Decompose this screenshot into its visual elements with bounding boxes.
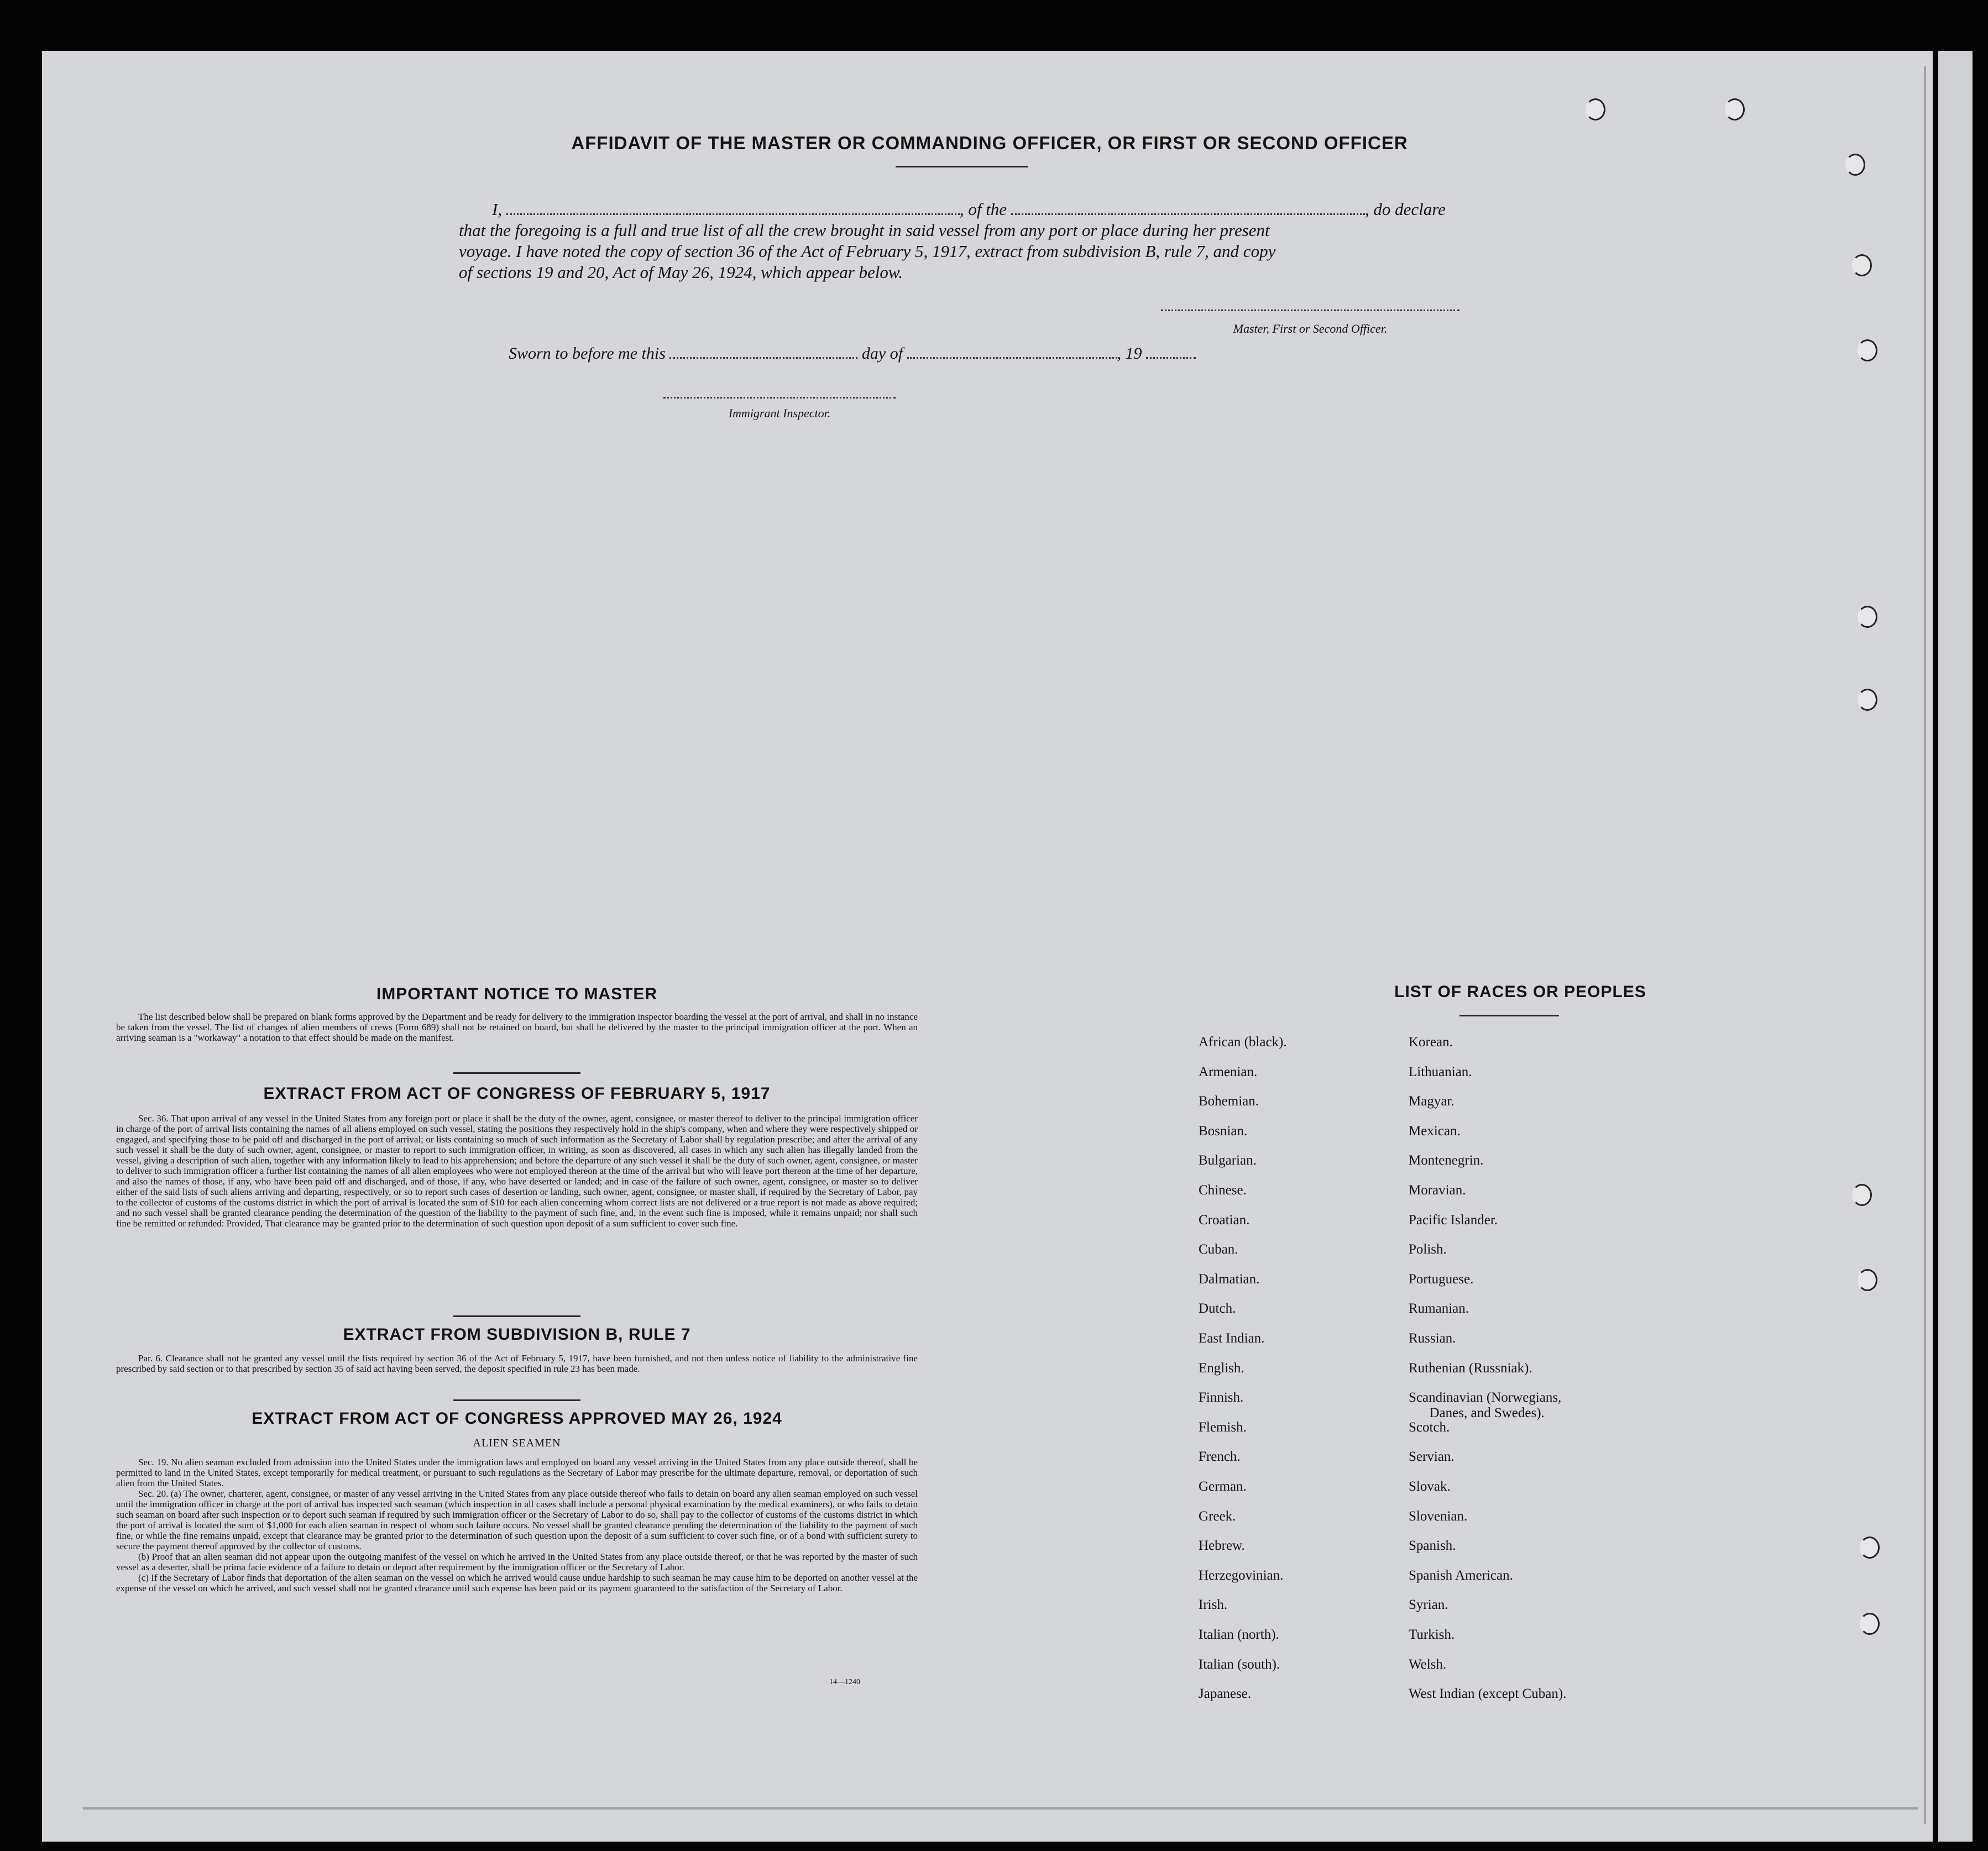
master-signature-line[interactable] xyxy=(1161,310,1459,311)
race-item: French. xyxy=(1199,1449,1241,1465)
notice-body xyxy=(116,1011,918,1043)
section-rule xyxy=(453,1399,580,1401)
punch-hole xyxy=(1725,98,1745,120)
sworn-month-field[interactable] xyxy=(907,343,1117,359)
race-item: Servian. xyxy=(1409,1449,1455,1465)
races-title: LIST OF RACES OR PEOPLES xyxy=(1394,983,1646,1001)
race-item: Finnish. xyxy=(1199,1390,1244,1406)
section-rule xyxy=(453,1072,580,1074)
race-item: Welsh. xyxy=(1409,1656,1447,1672)
punch-hole xyxy=(1852,254,1872,276)
name-field[interactable] xyxy=(506,199,960,215)
punch-hole xyxy=(1586,98,1605,120)
race-item: African (black). xyxy=(1199,1035,1287,1050)
affidavit-line-1 xyxy=(459,199,1498,220)
notice-title: IMPORTANT NOTICE TO MASTER xyxy=(376,985,658,1003)
race-item: Pacific Islander. xyxy=(1409,1212,1498,1228)
punch-hole xyxy=(1845,154,1865,176)
sec-20c-paragraph: (c) If the Secretary of Labor finds that deportation of the alien seaman on the vessel on which he arrived would cause undue hardship to such seaman he may cause him to be deported on another vessel at the expense of the vessel on which he arrived, and such vessel shall not be granted clearance until such expense has been paid or its payment guaranteed to the satisfaction of the Secretary of Labor. xyxy=(116,1572,918,1593)
race-item: Chinese. xyxy=(1199,1183,1247,1198)
punch-hole xyxy=(1858,606,1877,628)
alien-seamen-subtitle: ALIEN SEAMEN xyxy=(473,1437,561,1449)
sec-20b-paragraph: (b) Proof that an alien seaman did not appear upon the outgoing manifest of the vessel on which he arrived in the United States from any place outside thereof, or that he was reported by the master of such vessel as a deserter, shall be prima facie evidence of a failure to detain or deport after requirement by the immigration officer or the Secretary of Labor. xyxy=(116,1551,918,1572)
race-item: German. xyxy=(1199,1479,1247,1494)
race-item: Greek. xyxy=(1199,1508,1236,1524)
punch-hole xyxy=(1860,1537,1880,1559)
act-1924-title: EXTRACT FROM ACT OF CONGRESS APPROVED MAY 26, 1924 xyxy=(252,1409,782,1428)
race-item: Flemish. xyxy=(1199,1419,1247,1435)
title-rule xyxy=(896,166,1028,167)
affidavit-line-2: that the foregoing is a full and true list of all the crew brought in said vessel from any port or place during her present xyxy=(459,221,1270,240)
race-item: Scotch. xyxy=(1409,1419,1450,1435)
punch-hole xyxy=(1852,1184,1872,1206)
inspector-signature-line[interactable] xyxy=(663,397,896,398)
race-item: West Indian (except Cuban). xyxy=(1409,1686,1567,1702)
race-item: Polish. xyxy=(1409,1242,1447,1257)
sec-19-paragraph: Sec. 19. No alien seaman excluded from admission into the United States under the immigration laws and employed on board any vessel arriving in the United States from any place outside thereof, shall be permitted to land in the United States, except temporarily for medical treatment, or pursuant to such regulations as the Secretary of Labor may prescribe for the ultimate departure, removal, or deportation of such alien from the United States. xyxy=(116,1457,918,1488)
master-signature-caption: Master, First or Second Officer. xyxy=(1233,322,1388,335)
race-item: Scandinavian (Norwegians, Danes, and Swedes). xyxy=(1409,1390,1562,1421)
sworn-year-field[interactable] xyxy=(1146,343,1196,359)
race-item: Magyar. xyxy=(1409,1094,1455,1109)
race-item: East Indian. xyxy=(1199,1331,1265,1346)
race-item: Portuguese. xyxy=(1409,1271,1474,1287)
race-item: Slovenian. xyxy=(1409,1508,1468,1524)
race-item: Japanese. xyxy=(1199,1686,1252,1702)
race-item: Bulgarian. xyxy=(1199,1153,1257,1168)
race-item: Cuban. xyxy=(1199,1242,1238,1257)
race-item: Mexican. xyxy=(1409,1123,1461,1139)
sworn-label: Sworn to before me this xyxy=(509,344,666,363)
race-item: Hebrew. xyxy=(1199,1538,1245,1554)
act-1917-body xyxy=(116,1113,918,1229)
i-label: I, xyxy=(492,200,503,219)
notice-paragraph: The list described below shall be prepared on blank forms approved by the Department and be ready for delivery to the immigration inspector boarding the vessel at the port of arrival, and shall in no instance be taken from the vessel. The list of changes of alien members of crews (Form 689) shall not be retained on board, but shall be delivered by the master to the principal immigration officer at the port. When an arriving seaman is a "workaway" a notation to that effect should be made on the manifest. xyxy=(116,1011,918,1043)
punch-hole xyxy=(1858,1269,1877,1291)
race-item: Irish. xyxy=(1199,1597,1228,1613)
section-rule xyxy=(1459,1015,1559,1016)
race-item: Syrian. xyxy=(1409,1597,1448,1613)
page-edge-line xyxy=(1924,66,1926,1824)
race-item: Bosnian. xyxy=(1199,1123,1248,1139)
inspector-caption: Immigrant Inspector. xyxy=(728,406,831,420)
sec-20a-paragraph: Sec. 20. (a) The owner, charterer, agent, consignee, or master of any vessel arriving in the United States from any place outside thereof who fails to detain on board any alien seaman employed on such vessel until the immigration officer in charge at the port of arrival has inspected such seaman (which inspection in all cases shall include a personal physical examination by the medical examiners), or who fails to detain such seaman on board after such inspection or to deport such seaman if required by such immigration officer or the Secretary of Labor to do so, shall pay to the collector of customs of the customs district in which the port of arrival is located the sum of $1,000 for each alien seaman in respect of whom such failure occurs. No vessel shall be granted clearance pending the determination of the liability to the payment of such fine, or while the fine remains unpaid, except that clearance may be granted prior to the determination of such question upon the deposit of a sum sufficient to cover such fine, or of a bond with sufficient surety to secure the payment thereof approved by the collector of customs. xyxy=(116,1488,918,1551)
race-item: Armenian. xyxy=(1199,1064,1258,1079)
race-item: Moravian. xyxy=(1409,1183,1466,1198)
act-1924-body xyxy=(116,1457,918,1593)
race-item: Italian (north). xyxy=(1199,1627,1279,1642)
day-of-label: day of xyxy=(861,344,903,363)
sworn-day-field[interactable] xyxy=(669,343,857,359)
par-6-paragraph: Par. 6. Clearance shall not be granted any vessel until the lists required by section 36 of the Act of February 5, 1917, have been furnished, and not then unless notice of liability to the administrative fine prescribed by said section or to that prescribed by section 35 of said act having been served, the deposit specified in rule 23 has been made. xyxy=(116,1353,918,1374)
race-item: Herzegovinian. xyxy=(1199,1567,1284,1583)
race-item: Lithuanian. xyxy=(1409,1064,1472,1079)
affidavit-line-3: voyage. I have noted the copy of section 36 of the Act of February 5, 1917, extract from subdivision B, rule 7, and copy xyxy=(459,242,1276,261)
race-item: Dutch. xyxy=(1199,1301,1236,1317)
declare-label: , do declare xyxy=(1364,200,1446,219)
race-item: Russian. xyxy=(1409,1331,1456,1346)
race-item: Turkish. xyxy=(1409,1627,1455,1642)
form-number: 14—1240 xyxy=(829,1678,860,1686)
race-item: Korean. xyxy=(1409,1035,1453,1050)
affidavit-title: AFFIDAVIT OF THE MASTER OR COMMANDING OFFICER, OR FIRST OR SECOND OFFICER xyxy=(571,133,1408,153)
race-item: Slovak. xyxy=(1409,1479,1451,1494)
affidavit-line-4: of sections 19 and 20, Act of May 26, 1924, which appear below. xyxy=(459,263,903,282)
punch-hole xyxy=(1858,689,1877,711)
race-item: Montenegrin. xyxy=(1409,1153,1484,1168)
sworn-line xyxy=(509,343,1283,363)
race-item: Italian (south). xyxy=(1199,1656,1280,1672)
race-item: Dalmatian. xyxy=(1199,1271,1260,1287)
section-rule xyxy=(453,1315,580,1317)
race-item: Spanish American. xyxy=(1409,1567,1513,1583)
race-item: Rumanian. xyxy=(1409,1301,1469,1317)
affidavit-body xyxy=(459,199,1498,283)
subdivision-title: EXTRACT FROM SUBDIVISION B, RULE 7 xyxy=(343,1325,691,1344)
race-item: Ruthenian (Russniak). xyxy=(1409,1360,1532,1376)
year-label: , 19 xyxy=(1117,344,1142,363)
punch-hole xyxy=(1858,339,1877,361)
race-item: Croatian. xyxy=(1199,1212,1250,1228)
page-edge-strip xyxy=(1938,51,1973,1842)
vessel-field[interactable] xyxy=(1011,199,1365,215)
subdivision-body xyxy=(116,1353,918,1374)
race-item: English. xyxy=(1199,1360,1244,1376)
race-item: Bohemian. xyxy=(1199,1094,1259,1109)
punch-hole xyxy=(1860,1613,1880,1635)
page-edge-line xyxy=(83,1807,1918,1810)
act-1917-title: EXTRACT FROM ACT OF CONGRESS OF FEBRUARY 5, 1917 xyxy=(263,1084,771,1103)
race-item: Spanish. xyxy=(1409,1538,1456,1554)
of-the-label: , of the xyxy=(959,200,1007,219)
sec-36-paragraph: Sec. 36. That upon arrival of any vessel in the United States from any foreign port or place it shall be the duty of the owner, agent, consignee, or master thereof to deliver to the principal immigration officer in charge of the port of arrival lists containing the names of all aliens employed on such vessel, stating the positions they respectively hold in the ship's company, when and where they were respectively shipped or engaged, and specifying those to be paid off and discharged in the port of arrival; or lists containing so much of such information as the Secretary of Labor shall by regulation prescribe; and after the arrival of any such vessel it shall be the duty of such owner, agent, consignee, or master to report to such immigration officer, in writing, as soon as discovered, all cases in which any such alien has illegally landed from the vessel, giving a description of such alien, together with any information likely to lead to his apprehension; and before the departure of any such vessel it shall be the duty of such owner, agent, consignee, or master to deliver to such immigration officer a further list containing the names of all alien employees who were not employed thereon at the time of the arrival but who will leave port thereon at the time of her departure, and also the names of those, if any, who have been paid off and discharged, and of those, if any, who have deserted or landed; and in case of the failure of such owner, agent, consignee, or master so to deliver either of the said lists of such aliens arriving and departing, respectively, or so to report such cases of desertion or landing, such owner, agent, consignee, or master shall, if required by the Secretary of Labor, pay to the collector of customs of the customs district in which the port of arrival is located the sum of $10 for each alien concerning whom correct lists are not delivered or a true report is not made as above required; and no such vessel shall be granted clearance pending the determination of the question of the liability to the payment of such fine, and, in the event such fine is imposed, while it remains unpaid; nor shall such fine be remitted or refunded: Provided, That clearance may be granted prior to the determination of such question upon deposit of a sum sufficient to cover such fine. xyxy=(116,1113,918,1229)
